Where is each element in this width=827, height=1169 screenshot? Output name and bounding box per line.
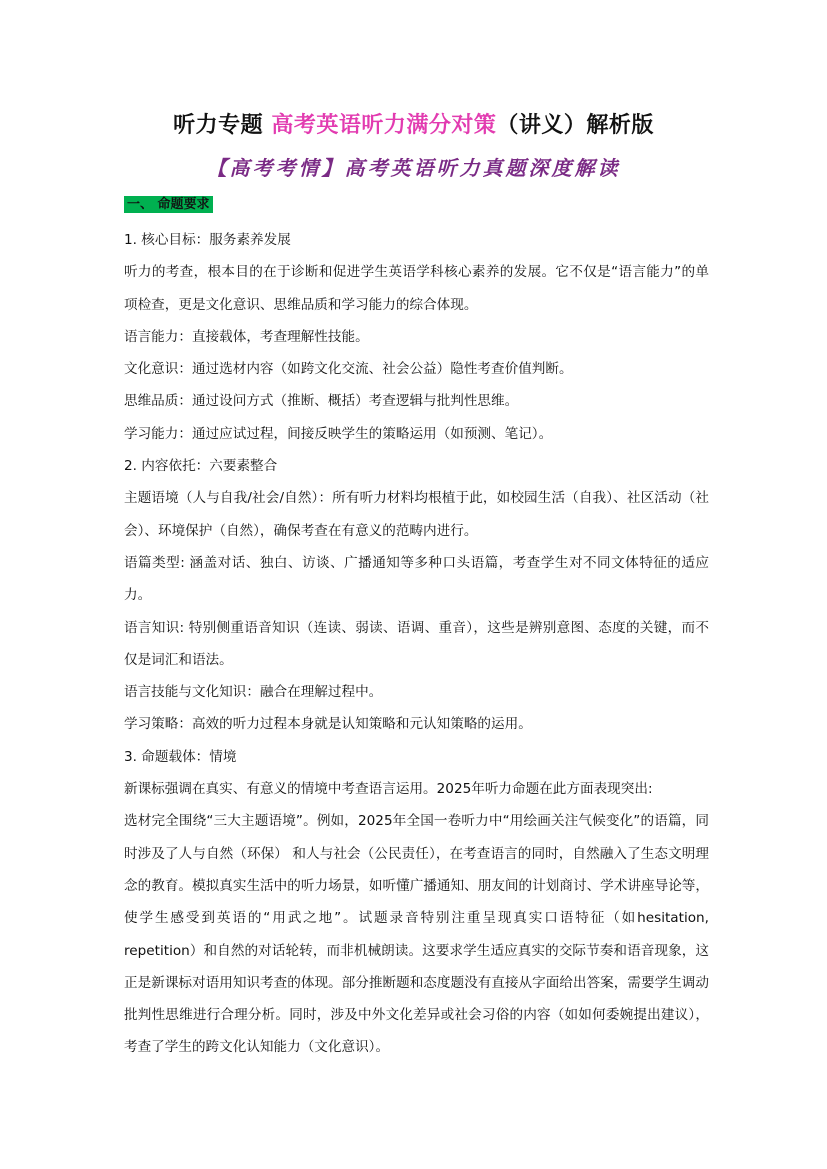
paragraph: 选材完全围绕“三大主题语境”。例如，2025年全国一卷听力中“用绘画关注气候变化”的语篇，同时涉及了人与自然（环保） 和人与社会（公民责任），在考查语言的同时，自然融入了生态文明理念的教育。模拟真实生活中的听力场景，如听懂广播通知、朋友间的计划商讨、学术讲座导论等，使学生感受到英语的“用武之地”。试题录音特别注重呈现真实口语特征（如hesitation, repetition）和自然的对话轮转，而非机械朗读。这要求学生适应真实的交际节奏和语音现象，这正是新课标对语用知识考查的体现。部分推断题和态度题没有直接从字面给出答案，需要学生调动批判性思维进行合理分析。同时，涉及中外文化差异或社会习俗的内容（如如何委婉提出建议），考查了学生的跨文化认知能力（文化意识）。	[124, 813, 709, 1056]
page-subtitle: 【高考考情】高考英语听力真题深度解读	[206, 156, 621, 180]
title-prefix: 听力专题	[173, 113, 264, 138]
paragraph: 语言知识: 特别侧重语音知识（连读、弱读、语调、重音），这些是辨别意图、态度的关键，而不仅是词汇和语法。	[124, 619, 709, 668]
paragraph: 听力的考查，根本目的在于诊断和促进学生英语学科核心素养的发展。它不仅是“语言能力”的单项检查，更是文化意识、思维品质和学习能力的综合体现。	[124, 264, 709, 313]
paragraph: 思维品质：通过设问方式（推断、概括）考查逻辑与批判性思维。	[124, 393, 519, 410]
paragraph: 学习策略：高效的听力过程本身就是认知策略和元认知策略的运用。	[124, 716, 532, 733]
title-suffix: （讲义）解析版	[496, 113, 654, 138]
paragraph: 学习能力：通过应试过程，间接反映学生的策略运用（如预测、笔记）。	[124, 425, 553, 442]
paragraph: 文化意识：通过选材内容（如跨文化交流、社会公益）隐性考查价值判断。	[124, 361, 573, 378]
paragraph: 2. 内容依托：六要素整合	[124, 458, 278, 475]
paragraph: 新课标强调在真实、有意义的情境中考查语言运用。2025年听力命题在此方面表现突出:	[124, 781, 653, 798]
paragraph: 1. 核心目标：服务素养发展	[124, 232, 291, 248]
title-highlight: 高考英语听力满分对策	[271, 113, 497, 138]
paragraph: 语篇类型: 涵盖对话、独白、访谈、广播通知等多种口头语篇，考查学生对不同文体特征的适应力。	[124, 554, 709, 604]
paragraph: 3. 命题载体：情境	[124, 748, 237, 765]
paragraph: 语言能力：直接载体，考查理解性技能。	[124, 328, 369, 345]
section-heading: 一、 命题要求	[124, 196, 213, 213]
paragraph: 语言技能与文化知识：融合在理解过程中。	[124, 684, 383, 701]
page-title	[0, 108, 827, 139]
paragraph: 主题语境（人与自我/社会/自然）：所有听力材料均根植于此，如校园生活（自我）、社区活动（社会）、环境保护（自然），确保考查在有意义的范畴内进行。	[124, 490, 709, 539]
body-text	[124, 224, 709, 1064]
